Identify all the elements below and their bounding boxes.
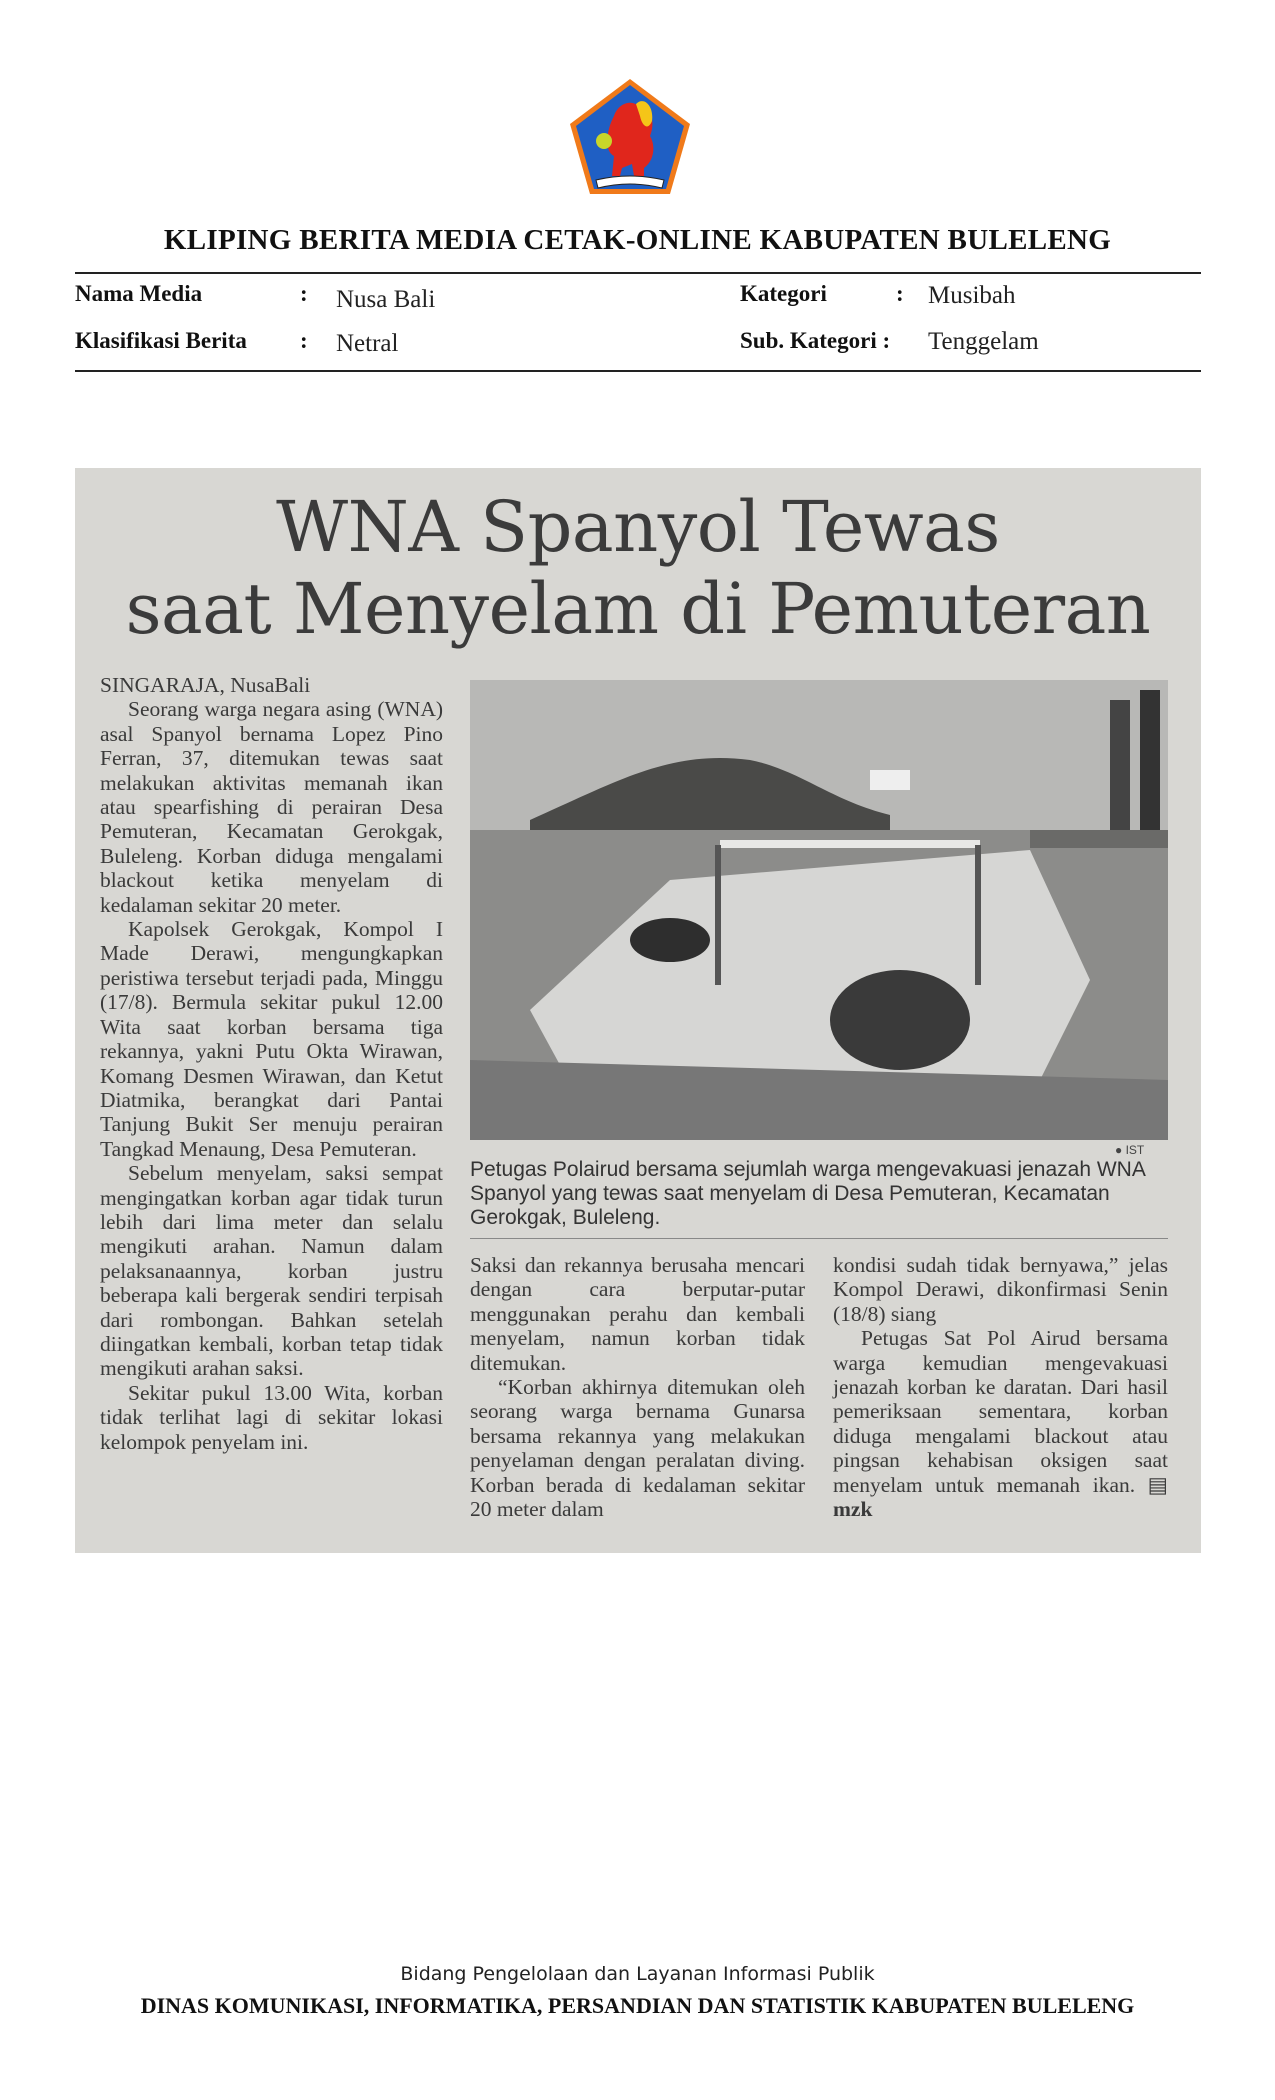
paragraph: Seorang warga negara asing (WNA) asal Spanyol bernama Lopez Pino Ferran, 37, ditemukan tewas saat melakukan aktivitas memanah ikan atau spearfishing di perairan Desa Pemuteran, Kecamatan Gerokgak, Buleleng. Korban diduga mengalami blackout ketika menyelam di kedalaman sekitar 20 meter.	[100, 697, 443, 917]
paragraph: Petugas Sat Pol Airud bersama warga kemudian mengevakuasi jenazah korban ke daratan. Dari hasil pemeriksaan sementara, korban diduga mengalami blackout atau pingsan kehabisan oksigen saat menyelam untuk memanah ikan.	[833, 1326, 1168, 1497]
sub-kategori-label: Sub. Kategori :	[740, 328, 891, 353]
photo-credit: ● IST	[1115, 1143, 1145, 1157]
photo-caption: Petugas Polairud bersama sejumlah warga mengevakuasi jenazah WNA Spanyol yang tewas saat menyelam di Desa Pemuteran, Kecamatan Gerokgak, Buleleng.	[470, 1158, 1145, 1229]
sub-kategori-value: Tenggelam	[928, 328, 1039, 355]
paragraph: Sekitar pukul 13.00 Wita, korban tidak terlihat lagi di sekitar lokasi kelompok penyelam ini.	[100, 1380, 443, 1454]
headline-line2: saat Menyelam di Pemuteran	[125, 568, 1151, 650]
kategori-value: Musibah	[928, 282, 1016, 309]
news-photo	[470, 680, 1168, 1140]
buleleng-logo	[564, 76, 696, 198]
news-clipping	[75, 468, 1201, 1553]
footer-agency: DINAS KOMUNIKASI, INFORMATIKA, PERSANDIAN DAN STATISTIK KABUPATEN BULELENG	[140, 1993, 1135, 2018]
colon: :	[300, 281, 308, 306]
colon: :	[896, 281, 904, 306]
paragraph: “Korban akhirnya ditemukan oleh seorang warga bernama Gunarsa bersama rekannya yang melakukan penyelaman dengan peralatan diving. Korban berada di kedalaman sekitar 20 meter dalam	[470, 1375, 805, 1522]
klasifikasi-label: Klasifikasi Berita	[75, 328, 247, 353]
newspaper-icon: ▤	[1135, 1472, 1168, 1497]
caption-divider	[470, 1238, 1168, 1239]
header-divider	[75, 370, 1201, 372]
article-column-3	[833, 1253, 1168, 1521]
kategori-label: Kategori	[740, 281, 827, 306]
headline-line1: WNA Spanyol Tewas	[276, 486, 1000, 568]
article-column-1	[100, 673, 443, 1454]
article-column-2	[470, 1253, 805, 1521]
dateline: SINGARAJA, NusaBali	[100, 673, 311, 697]
document-title: KLIPING BERITA MEDIA CETAK-ONLINE KABUPATEN BULELENG	[163, 224, 1112, 256]
nama-media-label: Nama Media	[75, 281, 203, 306]
paragraph: kondisi sudah tidak bernyawa,” jelas Kompol Derawi, dikonfirmasi Senin (18/8) siang	[833, 1253, 1168, 1326]
paragraph: Saksi dan rekannya berusaha mencari dengan cara berputar-putar menggunakan perahu dan kembali menyelam, namun korban tidak ditemukan.	[470, 1253, 805, 1375]
colon: :	[300, 328, 308, 353]
nama-media-value: Nusa Bali	[336, 286, 436, 313]
footer-division: Bidang Pengelolaan dan Layanan Informasi Publik	[400, 1963, 875, 1985]
author-signoff: mzk	[833, 1497, 873, 1522]
klasifikasi-value: Netral	[336, 330, 399, 357]
paragraph: Kapolsek Gerokgak, Kompol I Made Derawi, mengungkapkan peristiwa tersebut terjadi pada, Minggu (17/8). Bermula sekitar pukul 12.00 Wita saat korban bersama tiga rekannya, yakni Putu Okta Wirawan, Komang Desmen Wirawan, dan Ketut Diatmika, berangkat dari Pantai Tanjung Bukit Ser menuju perairan Tangkad Menaung, Desa Pemuteran.	[100, 917, 443, 1161]
paragraph: Sebelum menyelam, saksi sempat mengingatkan korban agar tidak turun lebih dari lima meter dan selalu mengikuti arahan. Namun dalam pelaksanaannya, korban justru beberapa kali bergerak sendiri terpisah dari rombongan. Bahkan setelah diingatkan kembali, korban tetap tidak mengikuti arahan saksi.	[100, 1161, 443, 1381]
header-divider	[75, 272, 1201, 274]
